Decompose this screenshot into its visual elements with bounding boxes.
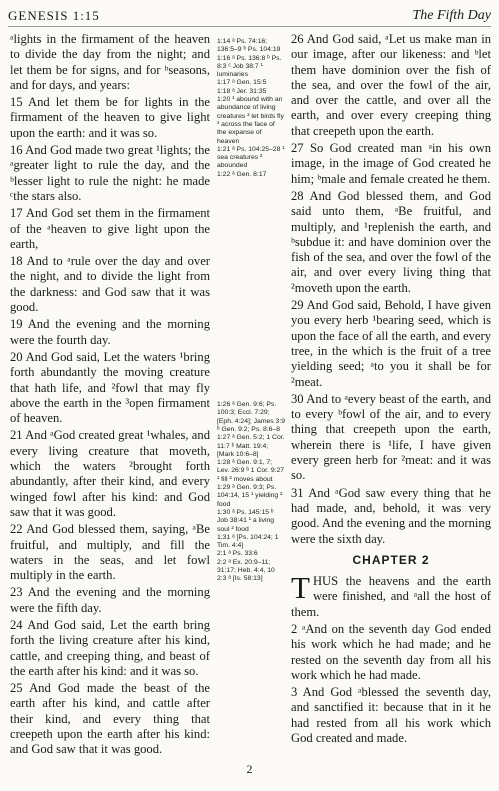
verse-2-1 [291,570,491,620]
running-head-reference: GENESIS 1:15 [8,8,100,23]
cross-reference: 1:30 ᵃ Ps. 145:15 ᵇ Job 38:41 ¹ a living soul ² food [217,508,275,533]
running-head-title: The Fifth Day [412,8,491,23]
verse-1-14-cont: ᵃlights in the firmament of the heaven to divide the day from the night; and let them be for signs, and for ᵇseasons, and for days, and years: [10,32,210,92]
cross-reference-spacer [217,179,285,401]
verse-2-2: 2 ᵃAnd on the seventh day God ended his work which he had made; and he rested on the seventh day from all his work which he had made. [291,621,491,682]
verse-1-18: 18 And to ᵃrule over the day and over the night, and to divide the light from the darkness: and God saw that it was good. [10,254,210,315]
verse-1-20: 20 And God said, Let the waters ¹bring forth abundantly the moving creature that hath life, and ²fowl that may fly above the earth in the ³open firmament of heaven. [10,349,210,426]
cross-reference: 2:2 ᵃ Ex. 20:9–11; 31:17; Heb. 4:4, 10 [217,558,275,574]
verse-1-28: 28 And God blessed them, and God said unto them, ᵃBe fruitful, and multiply, and ¹replenish the earth, and ᵇsubdue it: and have dominion over the fish of the sea, and over the fowl of the air, and over every living thing that ²moveth upon the earth. [291,188,491,295]
verse-2-1-text: HUS the heavens and the earth were finished, and ᵃall the host of them. [291,574,491,619]
cross-reference: 1:21 ᵃ Ps. 104:25–28 ¹ sea creatures ² abounded [217,145,285,170]
cross-reference: 1:17 ᵃ Gen. 15:5 [217,79,267,87]
cross-reference: 2:1 ᵃ Ps. 33:6 [217,550,258,558]
verse-1-29: 29 And God said, Behold, I have given you every herb ¹bearing seed, which is upon the face of all the earth, and every tree, in the which is the fruit of a tree yielding seed; ᵃto you it shall be for ²meat. [291,298,491,389]
verse-1-27: 27 So God created man ᵃin his own image, in the image of God created he him; ᵇmale and female created he them. [291,141,491,186]
cross-reference: 1:20 ¹ abound with an abundance of living creatures ² let birds fly ³ across the face of the expanse of heaven [217,96,284,145]
cross-reference: 1:18 ᵃ Jer. 31:35 [217,87,267,95]
verse-1-31: 31 And ᵃGod saw every thing that he had made, and, behold, it was very good. And the evening and the morning were the sixth day. [291,485,491,546]
left-text-column [10,32,210,760]
cross-references-top [217,38,285,179]
cross-reference: 1:16 ᵃ Ps. 136:8 ᵇ Ps. 8:3 ᶜ Job 38:7 ¹ luminaries [217,54,282,79]
verse-1-30: 30 And to ᵃevery beast of the earth, and to every ᵇfowl of the air, and to every thing that creepeth upon the earth, wherein there is ¹life, I have given every green herb for ²meat: and it was so. [291,391,491,483]
cross-reference: 1:14 ᵃ Ps. 74:16; 136:5–9 ᵇ Ps. 104:19 [217,38,281,54]
verse-1-23: 23 And the evening and the morning were the fifth day. [10,585,210,615]
cross-reference-column [217,38,285,584]
cross-reference: 1:31 ᵃ [Ps. 104:24; 1 Tim. 4:4] [217,533,279,550]
verse-1-21: 21 And ᵃGod created great ¹whales, and every living creature that moveth, which the waters ²brought forth abundantly, after their kind, and every winged fowl after his kind: and God saw that it was good. [10,428,210,519]
verse-1-25: 25 And God made the beast of the earth after his kind, and cattle after their kind, and every thing that creepeth upon the earth after his kind: and God saw that it was good. [10,681,210,757]
verse-1-16: 16 And God made two great ¹lights; the ᵃgreater light to rule the day, and the ᵇlesser light to rule the night: he made ᶜthe stars also. [10,143,210,203]
verse-1-24: 24 And God said, Let the earth bring forth the living creature after his kind, cattle, and creeping thing, and beast of the earth after his kind: and it was so. [10,617,210,678]
cross-references-bottom [217,401,285,584]
chapter-heading: CHAPTER 2 [352,552,430,567]
cross-reference: 1:27 ᵃ Gen. 5:2; 1 Cor. 11:7 ᵇ Matt. 19:4; [Mark 10:6–8] [217,434,285,458]
cross-reference: 2:3 ᵃ [Is. 58:13] [217,575,263,583]
verse-1-17: 17 And God set them in the firmament of the ᵃheaven to give light upon the earth, [10,206,210,251]
cross-reference: 1:26 ᵃ Gen. 9:6; Ps. 100:3; Eccl. 7:29; [Eph. 4:24]; James 3:9 ᵇ Gen. 9:2; Ps. 8:6–8 [217,401,286,433]
verse-1-19: 19 And the evening and the morning were the fourth day. [10,317,210,347]
page-header [8,6,491,27]
drop-cap: T [291,570,310,606]
verse-2-3: 3 And God ᵃblessed the seventh day, and sanctified it: because that in it he had rested from all his work which God created and made. [291,685,491,746]
cross-reference: 1:22 ᵃ Gen. 8:17 [217,170,267,178]
verse-1-26: 26 And God said, ᵃLet us make man in our image, after our likeness: and ᵇlet them have dominion over the fish of the sea, and over the fowl of the air, and over the cattle, and over all the earth, and over every creeping thing that creepeth upon the earth. [291,32,491,138]
verse-1-15: 15 And let them be for lights in the firmament of the heaven to give light upon the earth: and it was so. [10,95,210,140]
cross-reference: 1:28 ᵃ Gen. 9:1, 7; Lev. 26:9 ᵇ 1 Cor. 9:27 ¹ fill ² moves about [217,459,285,483]
cross-reference: 1:29 ᵃ Gen. 9:3; Ps. 104:14, 15 ¹ yielding ² food [217,484,283,508]
verse-1-22: 22 And God blessed them, saying, ᵃBe fruitful, and multiply, and fill the waters in the seas, and let fowl multiply in the earth. [10,522,210,583]
right-text-column [291,32,491,748]
page-number: 2 [246,762,253,776]
